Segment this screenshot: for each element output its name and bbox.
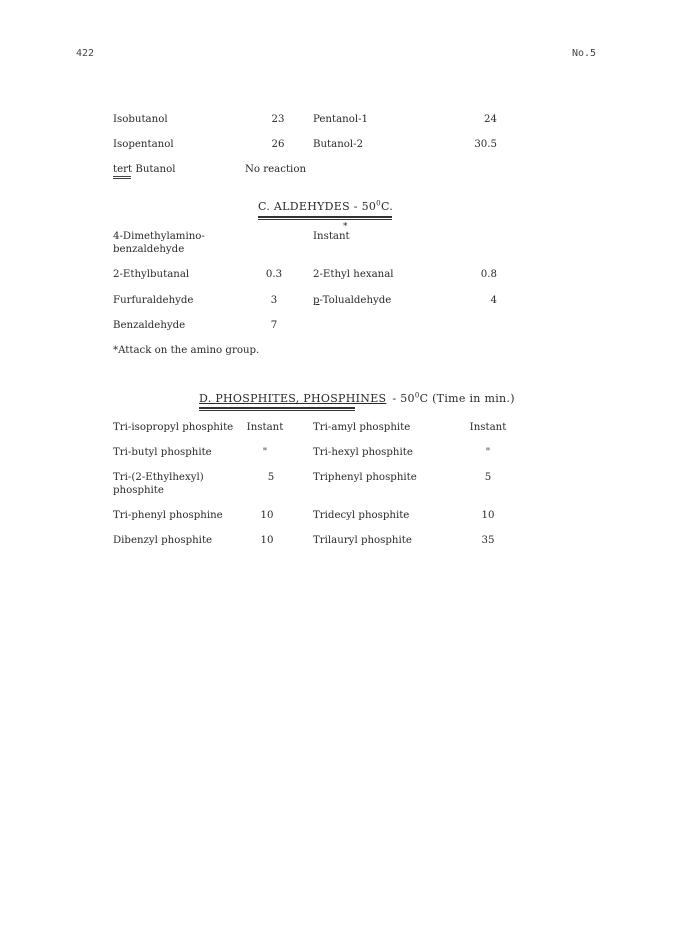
degree-superscript: 0: [414, 391, 420, 400]
table-cell-name: Pentanol-1: [313, 114, 369, 125]
table-cell-value: ": [485, 447, 491, 458]
tert-prefix: tert: [113, 164, 133, 175]
table-cell-value: Instant: [246, 422, 284, 433]
table-cell-name: Isobutanol: [113, 114, 168, 125]
table-cell-value: 35: [481, 535, 495, 546]
table-cell-name: 4-Dimethylamino-: [113, 231, 205, 242]
page-number: 422: [76, 48, 95, 59]
table-cell-value: Instant: [313, 231, 350, 242]
name-rest: -Tolualdehyde: [319, 295, 392, 306]
table-cell-name: Furfuraldehyde: [113, 295, 194, 306]
table-cell-value: 23: [271, 114, 285, 125]
issue-number: No.5: [572, 48, 597, 59]
table-cell-name: Butanol-2: [313, 139, 364, 150]
table-cell-value: ": [262, 447, 268, 458]
table-cell-value: 24: [484, 114, 497, 125]
table-cell-name: Tri-isopropyl phosphite: [113, 422, 234, 433]
table-cell-value: 4: [490, 295, 497, 306]
table-cell-name: Tri-phenyl phosphine: [113, 510, 223, 521]
table-cell-name: Isopentanol: [113, 139, 174, 150]
section-heading-phosphites: [199, 392, 515, 405]
tert-underline-2: [113, 178, 131, 179]
table-cell-value: 5: [484, 472, 492, 483]
table-cell-name: benzaldehyde: [113, 244, 185, 255]
table-cell-value: 0.8: [480, 269, 497, 280]
table-cell-value: 10: [481, 510, 495, 521]
heading-tail: C (Time in min.): [419, 392, 515, 405]
heading-main: C. ALDEHYDES - 50: [258, 200, 377, 213]
table-cell-name: Triphenyl phosphite: [313, 472, 417, 483]
table-cell-name: [313, 294, 391, 307]
heading-tail: C.: [380, 200, 394, 213]
footnote: *Attack on the amino group.: [113, 345, 260, 356]
table-cell-name-tert: [113, 163, 176, 176]
heading-main: D. PHOSPHITES, PHOSPHINES: [199, 392, 387, 405]
table-cell-value: 30.5: [474, 139, 497, 150]
table-cell-value: 10: [260, 510, 274, 521]
table-cell-name: Dibenzyl phosphite: [113, 535, 213, 546]
table-cell-value: 5: [267, 472, 275, 483]
table-cell-name: Tri-(2-Ethylhexyl): [113, 472, 204, 483]
table-cell-name: Tridecyl phosphite: [313, 510, 410, 521]
heading-double-underline: [199, 407, 355, 411]
table-cell-value: 10: [260, 535, 274, 546]
section-heading-aldehydes: [258, 200, 393, 213]
table-cell-value: 7: [270, 320, 278, 331]
table-cell-value: 3: [270, 295, 278, 306]
table-cell-value: 0.3: [265, 269, 283, 280]
heading-double-underline: [258, 216, 392, 220]
heading-dash: - 50: [392, 392, 415, 405]
table-cell-name: Tri-amyl phosphite: [313, 422, 411, 433]
table-cell-value: No reaction: [245, 164, 307, 175]
degree-superscript: 0: [376, 199, 381, 208]
para-prefix: p: [313, 295, 320, 306]
tert-underline-1: [113, 176, 131, 177]
table-cell-name: Tri-butyl phosphite: [113, 447, 212, 458]
table-cell-name: 2-Ethyl hexanal: [313, 269, 394, 280]
footnote-star: *: [343, 222, 348, 232]
table-cell-value: 26: [271, 139, 285, 150]
table-cell-name: Trilauryl phosphite: [313, 535, 412, 546]
table-cell-value: Instant: [469, 422, 507, 433]
table-cell-name: Benzaldehyde: [113, 320, 186, 331]
table-cell-name: phosphite: [113, 485, 164, 496]
table-cell-name: Tri-hexyl phosphite: [313, 447, 413, 458]
tert-name: Butanol: [132, 164, 176, 175]
table-cell-name: 2-Ethylbutanal: [113, 269, 190, 280]
